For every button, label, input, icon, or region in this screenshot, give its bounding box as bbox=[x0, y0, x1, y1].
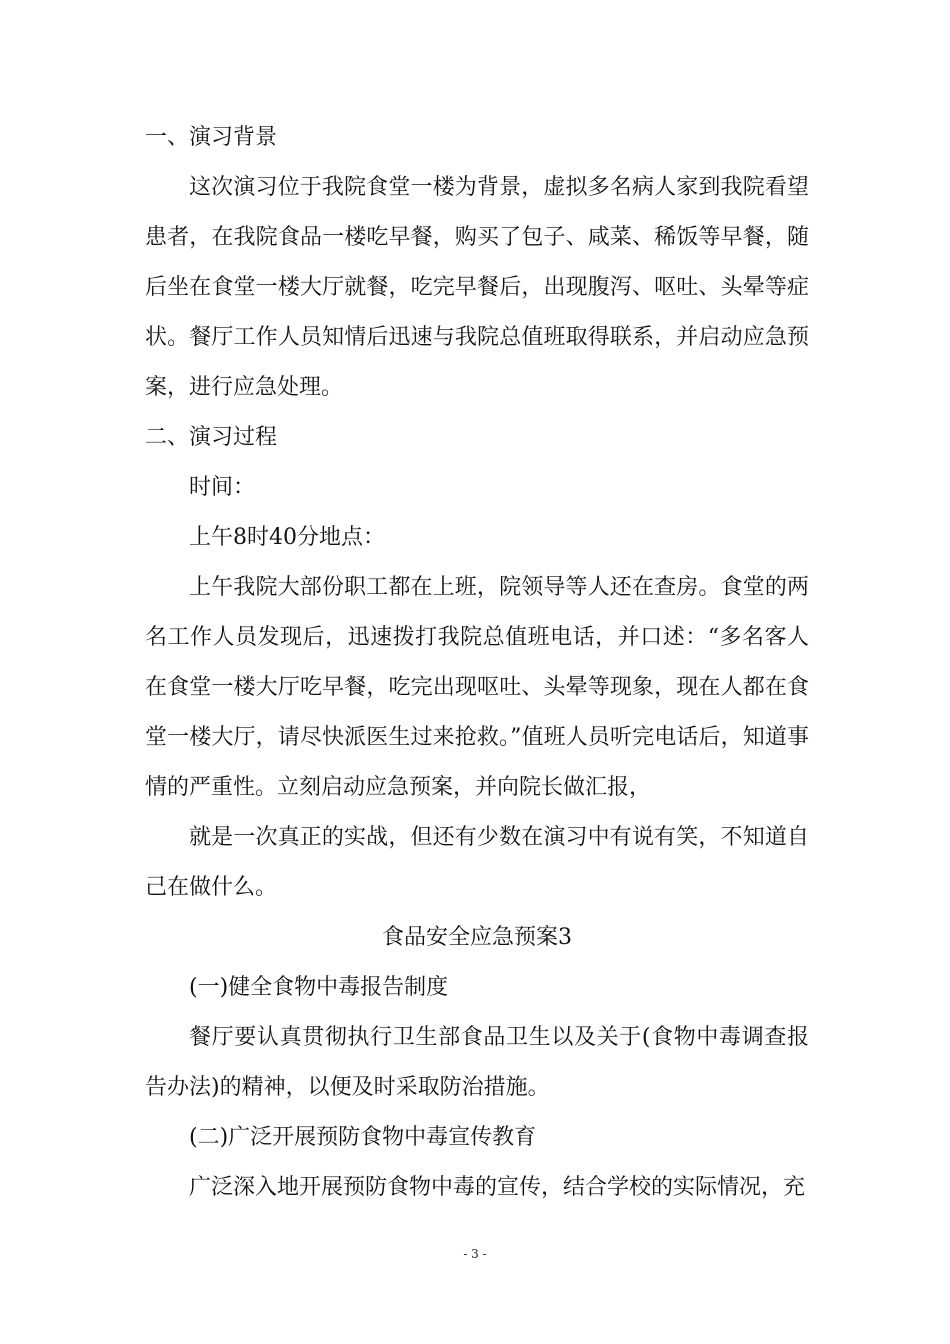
document-body bbox=[145, 113, 809, 1213]
paragraph-report-system: 餐厅要认真贯彻执行卫生部食品卫生以及关于(食物中毒调查报告办法)的精神，以便及时采取防治措施。 bbox=[145, 1025, 809, 1100]
paragraph-drill-background: 这次演习位于我院食堂一楼为背景，虚拟多名病人家到我院看望患者，在我院食品一楼吃早餐，购买了包子、咸菜、稀饭等早餐，随后坐在食堂一楼大厅就餐，吃完早餐后，出现腹泻、呕吐、头晕等症状。餐厅工作人员知情后迅速与我院总值班取得联系，并启动应急预案，进行应急处理。 bbox=[145, 175, 809, 400]
paragraph-drill-summary: 就是一次真正的实战，但还有少数在演习中有说有笑，不知道自己在做什么。 bbox=[145, 825, 809, 900]
paragraph-time-place: 上午8时40分地点： bbox=[189, 525, 385, 550]
paragraph-prevention-education: 广泛深入地开展预防食物中毒的宣传，结合学校的实际情况，充 bbox=[189, 1175, 806, 1200]
section-title-emergency-plan: 食品安全应急预案3 bbox=[382, 925, 572, 950]
section-heading-drill-background: 一、演习背景 bbox=[145, 125, 278, 150]
page-number: - 3 - bbox=[463, 1247, 487, 1261]
sub-heading-report-system: (一)健全食物中毒报告制度 bbox=[189, 975, 449, 1000]
section-heading-drill-process: 二、演习过程 bbox=[145, 425, 278, 450]
paragraph-time-label: 时间： bbox=[189, 475, 256, 500]
sub-heading-prevention-education: (二)广泛开展预防食物中毒宣传教育 bbox=[189, 1125, 537, 1150]
paragraph-drill-process: 上午我院大部份职工都在上班，院领导等人还在查房。食堂的两名工作人员发现后，迅速拨打我院总值班电话，并口述：“多名客人在食堂一楼大厅吃早餐，吃完出现呕吐、头晕等现象，现在人都在食堂一楼大厅，请尽快派医生过来抢救。”值班人员听完电话后，知道事情的严重性。立刻启动应急预案，并向院长做汇报， bbox=[145, 575, 809, 800]
